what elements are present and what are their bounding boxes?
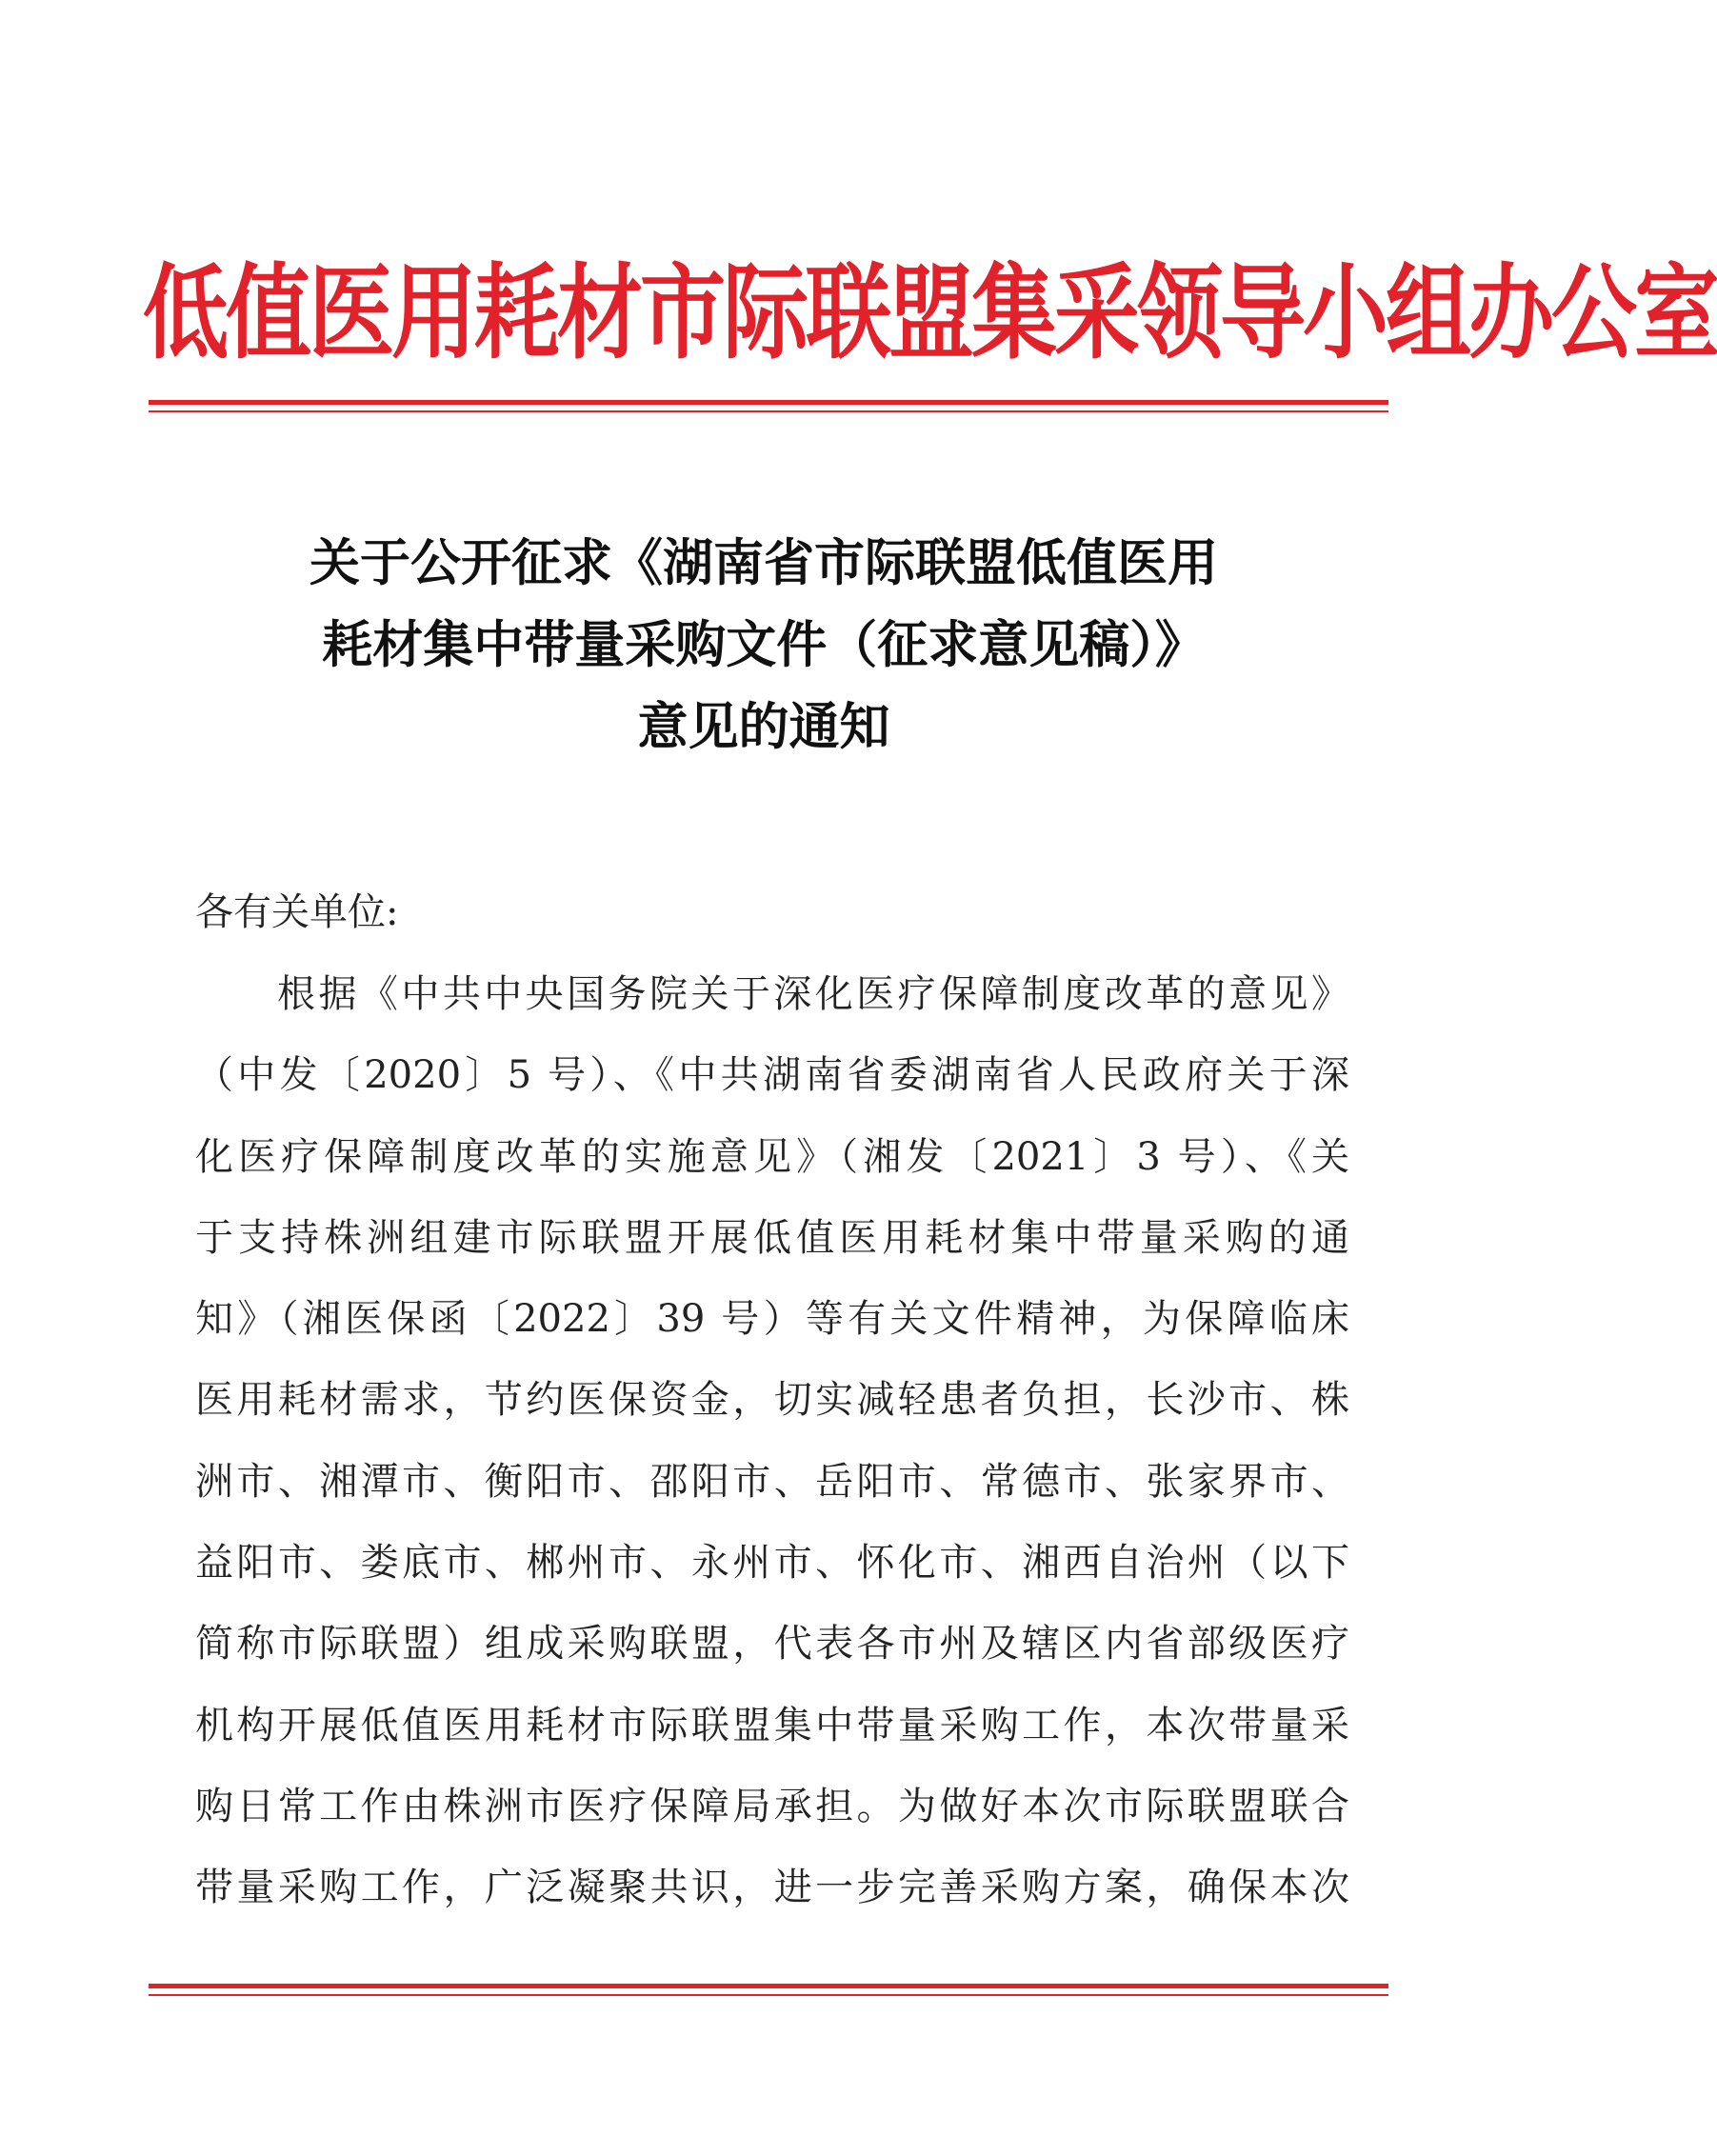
body-line: 知》（湘医保函〔2022〕39 号）等有关文件精神，为保障临床 [195,1297,1349,1342]
body-line: 益阳市、娄底市、郴州市、永州市、怀化市、湘西自治州（以下 [195,1541,1349,1586]
body-line: 简称市际联盟）组成采购联盟，代表各市州及辖区内省部级医疗 [195,1622,1349,1667]
salutation: 各有关单位: [195,890,399,934]
body-line: 根据《中共中央国务院关于深化医疗保障制度改革的意见》 [277,972,1349,1016]
letterhead-rule-thick [149,400,1388,405]
body-line: （中发〔2020〕5 号）、《中共湖南省委湖南省人民政府关于深 [195,1053,1349,1098]
body-paragraph [195,954,1349,1929]
document-title-line: 关于公开征求《湖南省市际联盟低值医用 [309,533,1218,592]
document-title-line: 耗材集中带量采购文件（征求意见稿）》 [322,615,1206,674]
letterhead-rule-thin [149,410,1388,412]
body-line: 于支持株洲组建市际联盟开展低值医用耗材集中带量采购的通 [195,1215,1349,1260]
body-line: 机构开展低值医用耗材市际联盟集中带量采购工作，本次带量采 [195,1703,1349,1747]
body-line: 洲市、湘潭市、衡阳市、邵阳市、岳阳市、常德市、张家界市、 [195,1459,1349,1504]
letterhead-title: 低值医用耗材市际联盟集采领导小组办公室 [143,253,1717,374]
body-line: 医用耗材需求，节约医保资金，切实减轻患者负担，长沙市、株 [195,1378,1349,1423]
body-line: 化医疗保障制度改革的实施意见》（湘发〔2021〕3 号）、《关 [195,1134,1349,1179]
document-title [190,522,1337,768]
footer-rule-thick [149,1984,1388,1988]
document-title-line: 意见的通知 [637,697,890,756]
body-line: 购日常工作由株洲市医疗保障局承担。为做好本次市际联盟联合 [195,1784,1349,1828]
footer-rule-thin [149,1994,1388,1996]
body-line: 带量采购工作，广泛凝聚共识，进一步完善采购方案，确保本次 [195,1866,1349,1910]
